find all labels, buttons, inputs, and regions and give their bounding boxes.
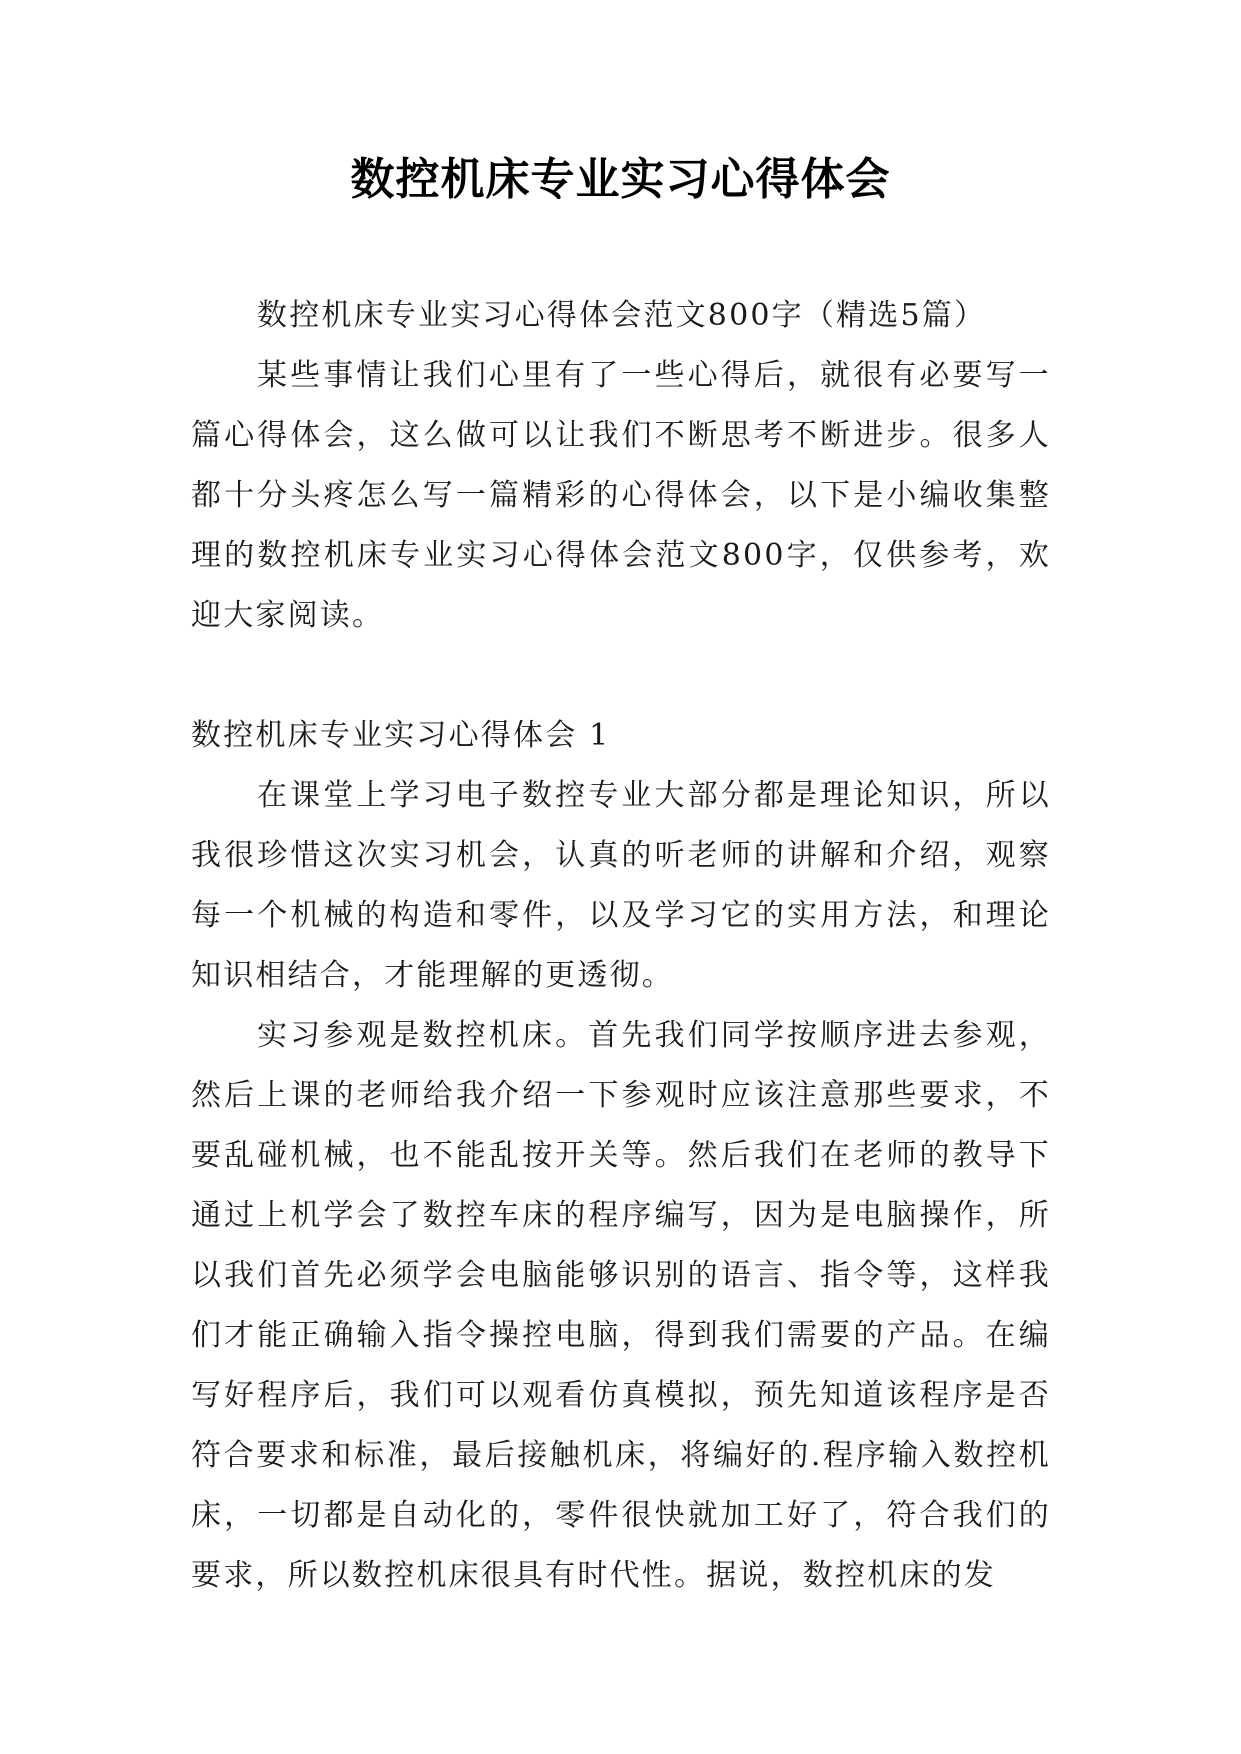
document-subtitle: 数控机床专业实习心得体会范文800字（精选5篇） (257, 298, 987, 333)
intro-paragraph: 某些事情让我们心里有了一些心得后，就很有必要写一篇心得体会，这么做可以让我们不断思考不断进步。很多人都十分头疼怎么写一篇精彩的心得体会，以下是小编收集整理的数控机床专业实习心得体会范文800字，仅供参考，欢迎大家阅读。 (191, 358, 1051, 633)
section-paragraph-2: 实习参观是数控机床。首先我们同学按顺序进去参观，然后上课的老师给我介绍一下参观时应该注意那些要求，不要乱碰机械，也不能乱按开关等。然后我们在老师的教导下通过上机学会了数控车床的程序编写，因为是电脑操作，所以我们首先必须学会电脑能够识别的语言、指令等，这样我们才能正确输入指令操控电脑，得到我们需要的产品。在编写好程序后，我们可以观看仿真模拟，预先知道该程序是否符合要求和标准，最后接触机床，将编好的.程序输入数控机床，一切都是自动化的，零件很快就加工好了，符合我们的要求，所以数控机床很具有时代性。据说，数控机床的发 (191, 1018, 1051, 1593)
document-title: 数控机床专业实习心得体会 (350, 154, 891, 205)
document-body (191, 286, 1051, 1606)
section-heading: 数控机床专业实习心得体会 1 (191, 718, 611, 753)
paragraph-gap (191, 646, 1051, 706)
section-paragraph-1: 在课堂上学习电子数控专业大部分都是理论知识，所以我很珍惜这次实习机会，认真的听老师的讲解和介绍，观察每一个机械的构造和零件，以及学习它的实用方法，和理论知识相结合，才能理解的更透彻。 (191, 778, 1051, 993)
